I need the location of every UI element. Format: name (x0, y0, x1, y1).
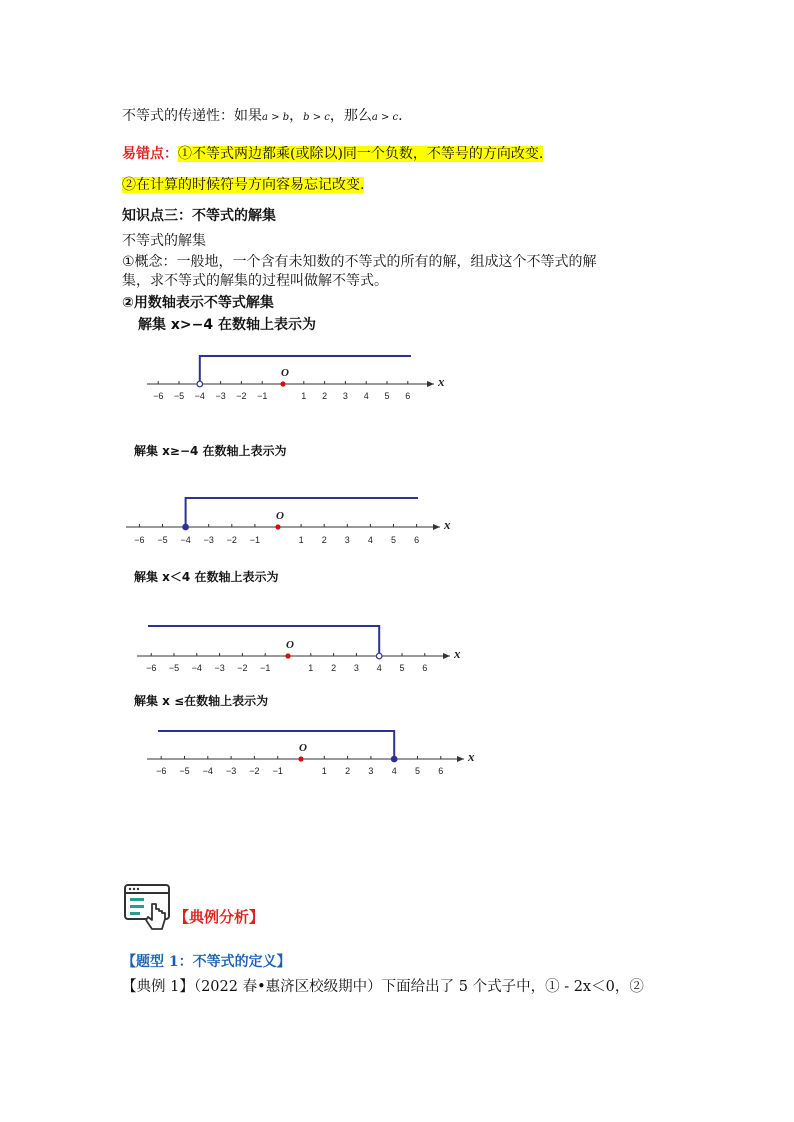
tick-label: 3 (353, 663, 359, 673)
closed-endpoint (391, 756, 397, 762)
tick-label: 1 (298, 535, 304, 545)
condition-a-gt-b: a > b (262, 112, 290, 123)
tick-label: 1 (321, 766, 327, 776)
tick-label: 4 (363, 391, 369, 401)
question-type-1-title: 【题型 1：不等式的定义】 (122, 954, 291, 970)
concept-line-2: 集，求不等式的解集的过程叫做解不等式。 (122, 273, 388, 289)
tick-label: −4 (202, 766, 213, 776)
numberline-caption-4: 解集 x ≤在数轴上表示为 (134, 694, 269, 708)
tick-label: 6 (438, 766, 444, 776)
example-analysis-banner: 【典例分析】 (174, 908, 265, 926)
origin-dot (298, 756, 303, 761)
tick-label: 2 (331, 663, 337, 673)
tick-label: −1 (249, 535, 261, 545)
tick-label: 1 (301, 391, 307, 401)
example-1-text: 【典例 1】（2022 春•惠济区校级期中）下面给出了 5 个式子中，① - 2x＜0，② (122, 979, 644, 995)
origin-dot (285, 653, 290, 658)
tick-label: 6 (422, 663, 428, 673)
solution-range-line (148, 626, 379, 656)
tick-label: −3 (225, 766, 237, 776)
tick-label: −6 (134, 535, 145, 545)
condition-b-gt-c: b > c (303, 112, 330, 123)
section-subtitle: 不等式的解集 (122, 233, 206, 249)
tick-label: 5 (390, 535, 397, 545)
tick-label: −4 (180, 535, 191, 545)
numberline-section-title: ②用数轴表示不等式解集 (122, 295, 274, 311)
transitivity-prefix: 不等式的传递性：如果 (122, 108, 262, 124)
open-endpoint (376, 653, 382, 659)
axis-variable-label: x (444, 517, 451, 532)
tick-label: 4 (376, 663, 382, 673)
tick-label: −3 (203, 535, 214, 545)
tick-label: 4 (367, 535, 373, 545)
separator: ， (289, 108, 304, 124)
tick-label: −6 (146, 663, 157, 673)
tick-label: −5 (179, 766, 190, 776)
analysis-icon (122, 882, 174, 934)
period: . (398, 108, 403, 124)
tick-label: −6 (153, 391, 164, 401)
tick-label: 5 (399, 663, 405, 673)
numberline-caption-3: 解集 x＜4 在数轴上表示为 (134, 570, 279, 584)
solution-range-line (200, 356, 411, 384)
origin-label: O (299, 742, 307, 754)
tick-label: −4 (191, 663, 202, 673)
tick-label: 6 (405, 391, 411, 401)
numberline-caption-2: 解集 x≥−4 在数轴上表示为 (134, 444, 287, 458)
tick-label: −2 (249, 766, 260, 776)
tick-label: −5 (173, 391, 185, 401)
origin-dot (275, 524, 280, 529)
tick-label: 2 (345, 766, 351, 776)
tick-label: 6 (414, 535, 420, 545)
solution-range-line (158, 731, 394, 759)
tick-label: 3 (342, 391, 348, 401)
origin-label: O (281, 367, 289, 379)
error-point-text-1: ①不等式两边都乘(或除以)同一个负数，不等号的方向改变. (178, 146, 544, 162)
error-points-label: 易错点： (122, 146, 178, 162)
axis-variable-label: x (454, 646, 461, 661)
tick-label: −1 (272, 766, 283, 776)
axis-arrow (457, 756, 464, 762)
section-title: 知识点三：不等式的解集 (122, 208, 276, 224)
open-endpoint (197, 381, 203, 387)
tick-label: −2 (237, 663, 248, 673)
tick-label: −1 (260, 663, 271, 673)
tick-label: −3 (215, 391, 226, 401)
origin-label: O (276, 510, 284, 522)
axis-variable-label: x (438, 374, 445, 389)
axis-arrow (433, 524, 440, 530)
tick-label: 1 (308, 663, 314, 673)
axis-arrow (427, 381, 434, 387)
origin-label: O (286, 639, 294, 651)
concept-line-1: ①概念：一般地，一个含有未知数的不等式的所有的解，组成这个不等式的解 (122, 254, 597, 270)
origin-dot (280, 381, 285, 386)
tick-label: 5 (414, 766, 421, 776)
numberline-caption-1: 解集 x>−4 在数轴上表示为 (138, 317, 316, 333)
tick-label: −3 (214, 663, 225, 673)
tick-label: 2 (321, 535, 327, 545)
tick-label: −1 (257, 391, 268, 401)
tick-label: 2 (322, 391, 328, 401)
separator: ，那么 (329, 108, 372, 124)
tick-label: 5 (384, 391, 390, 401)
tick-label: 4 (391, 766, 397, 776)
tick-label: −2 (226, 535, 237, 545)
tick-label: −2 (236, 391, 247, 401)
tick-label: −4 (194, 391, 205, 401)
axis-arrow (443, 653, 450, 659)
solution-range-line (186, 498, 418, 527)
axis-variable-label: x (468, 749, 475, 764)
tick-label: 3 (344, 535, 350, 545)
tick-label: 3 (368, 766, 374, 776)
conclusion-a-gt-c: a > c (371, 112, 399, 123)
tick-label: −6 (156, 766, 167, 776)
tick-label: −5 (157, 535, 168, 545)
closed-endpoint (183, 524, 189, 530)
tick-label: −5 (168, 663, 180, 673)
error-point-text-2: ②在计算的时候符号方向容易忘记改变. (122, 177, 365, 193)
